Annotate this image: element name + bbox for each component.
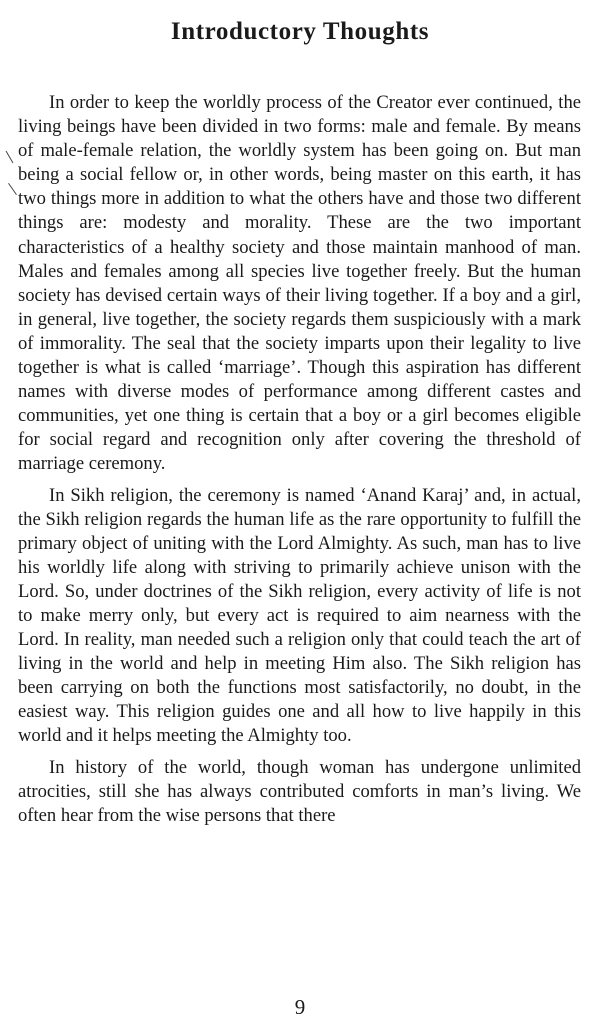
paragraph-3: In history of the world, though woman has undergone unlimited atrocities, still she has always contributed comforts in man’s living. We often hear from the wise persons that there xyxy=(18,756,581,826)
margin-pencil-mark xyxy=(6,151,14,164)
paragraph-2: In Sikh religion, the ceremony is named ‘Anand Karaj’ and, in actual, the Sikh religion regards the human life as the rare opportunity to fulfill the primary object of uniting with the Lord Almighty. As such, man has to live his worldly life along with striving to primarily achieve unison with the Lord. So, under doctrines of the Sikh religion, every activity of life is not to make merry only, but every act is required to aim nearness with the Lord. In reality, man needed such a religion only that could teach the art of living in the world and help in meeting Him also. The Sikh religion has been carrying on both the functions most satisfactorily, no doubt, in the easiest way. This religion guides one and all how to live happily in this world and it helps meeting the Almighty too. xyxy=(18,484,581,747)
page-number: 9 xyxy=(294,995,306,1019)
paragraph-1: In order to keep the worldly process of the Creator ever continued, the living beings have been divided in two forms: male and female. By means of male-female relation, the worldly system has been going on. But man being a social fellow or, in other words, being master on this earth, it has two things more in addition to what the others have and those two different things are: modesty and morality. These are the two important characteristics of a healthy society and those maintain manhood of man. Males and females among all species live together freely. But the human society has devised certain ways of their living together. If a boy and a girl, in general, live together, the society regards them suspiciously with a mark of immorality. The seal that the society imparts upon their legality to live together is what is called ‘marriage’. Though this aspiration has different names with diverse modes of performance among different castes and communities, yet one thing is certain that a boy or a girl becomes eligible for social regard and recognition only after covering the threshold of marriage ceremony. xyxy=(18,92,581,475)
chapter-title: Introductory Thoughts xyxy=(170,18,430,45)
chapter-body xyxy=(18,91,581,835)
margin-pencil-mark xyxy=(8,183,17,195)
